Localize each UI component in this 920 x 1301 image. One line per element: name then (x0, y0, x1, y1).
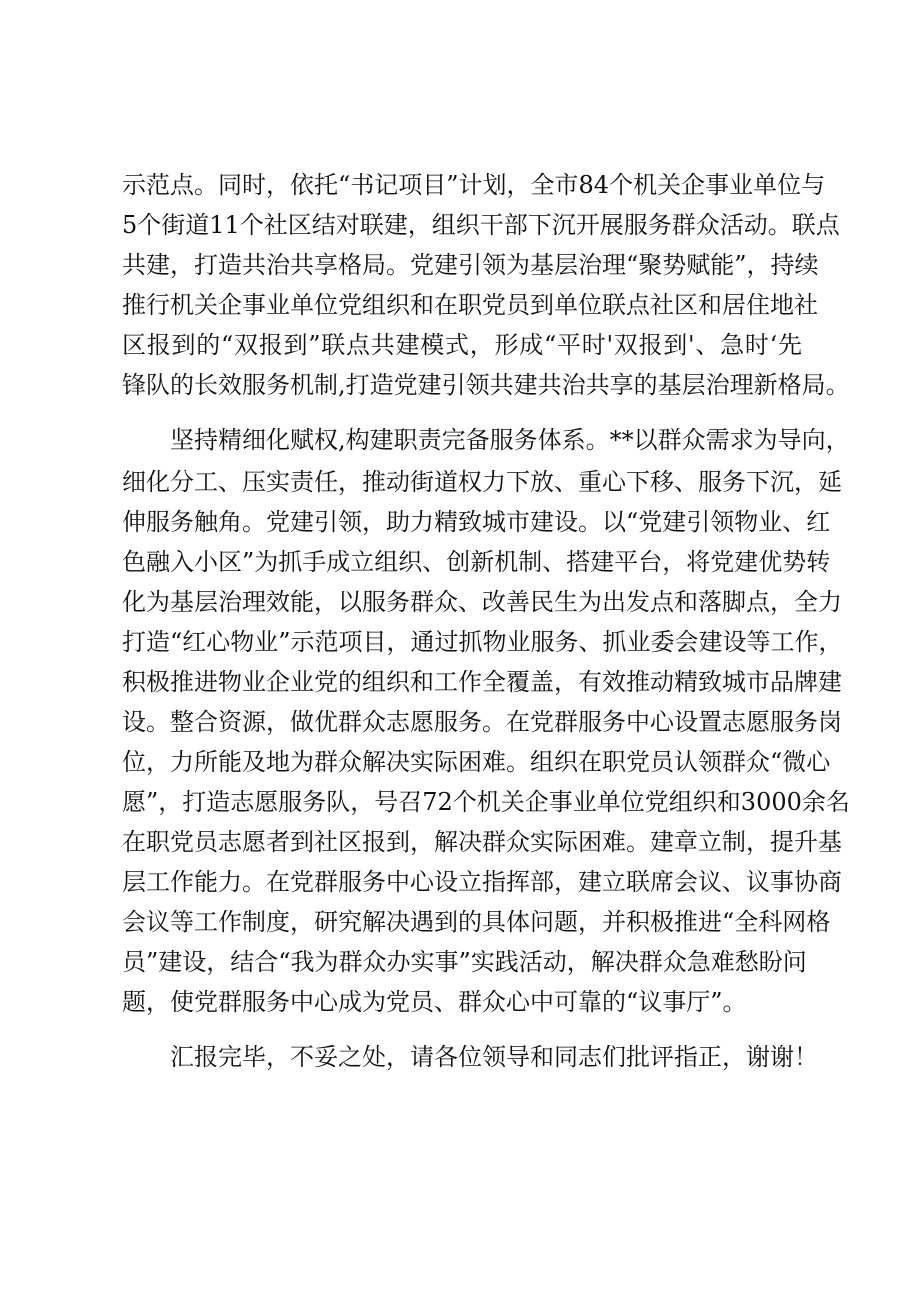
text-line: 坚持精细化赋权,构建职责完备服务体系。**以群众需求为导向， (170, 426, 850, 454)
text-line: 位，力所能及地为群众解决实际困难。组织在职党员认领群众“微心 (122, 748, 831, 776)
text-line: 5个街道11个社区结对联建，组织干部下沉开展服务群众活动。联点 (122, 211, 840, 239)
text-line: 锋队的长效服务机制,打造党建引领共建共治共享的基层治理新格局。 (122, 371, 850, 399)
text-line: 会议等工作制度，研究解决遇到的具体问题，并积极推进“全科网格 (122, 908, 831, 936)
closing-line: 汇报完毕，不妥之处，请各位领导和同志们批评指正，谢谢！ (170, 1043, 818, 1071)
text-line: 在职党员志愿者到社区报到，解决群众实际困难。建章立制，提升基 (122, 828, 842, 856)
text-line: 员”建设，结合“我为群众办实事”实践活动，解决群众急难愁盼问 (122, 948, 807, 976)
text-line: 层工作能力。在党群服务中心设立指挥部，建立联席会议、议事协商 (122, 868, 842, 896)
text-line: 共建，打造共治共享格局。党建引领为基层治理“聚势赋能”，持续 (122, 251, 819, 279)
text-line: 区报到的“双报到”联点共建模式，形成“平时'双报到'、急时‘先 (122, 331, 802, 359)
text-line: 打造“红心物业”示范项目，通过抓物业服务、抓业委会建设等工作， (122, 628, 843, 656)
text-line: 推行机关企事业单位党组织和在职党员到单位联点社区和居住地社 (122, 291, 818, 319)
text-line: 题，使党群服务中心成为党员、群众心中可靠的“议事厅”。 (122, 988, 747, 1016)
text-line: 色融入小区”为抓手成立组织、创新机制、搭建平台，将党建优势转 (122, 548, 831, 576)
text-line: 示范点。同时，依托“书记项目”计划，全市84个机关企事业单位与 (122, 171, 826, 199)
text-line: 积极推进物业企业党的组织和工作全覆盖，有效推动精致城市品牌建 (122, 668, 842, 696)
text-line: 伸服务触角。党建引领，助力精致城市建设。以“党建引领物业、红 (122, 508, 831, 536)
text-line: 愿”，打造志愿服务队，号召72个机关企事业单位党组织和3000余名 (122, 788, 850, 816)
text-line: 设。整合资源，做优群众志愿服务。在党群服务中心设置志愿服务岗 (122, 708, 842, 736)
text-line: 细化分工、压实责任，推动街道权力下放、重心下移、服务下沉，延 (122, 468, 842, 496)
text-line: 化为基层治理效能，以服务群众、改善民生为出发点和落脚点，全力 (122, 588, 842, 616)
